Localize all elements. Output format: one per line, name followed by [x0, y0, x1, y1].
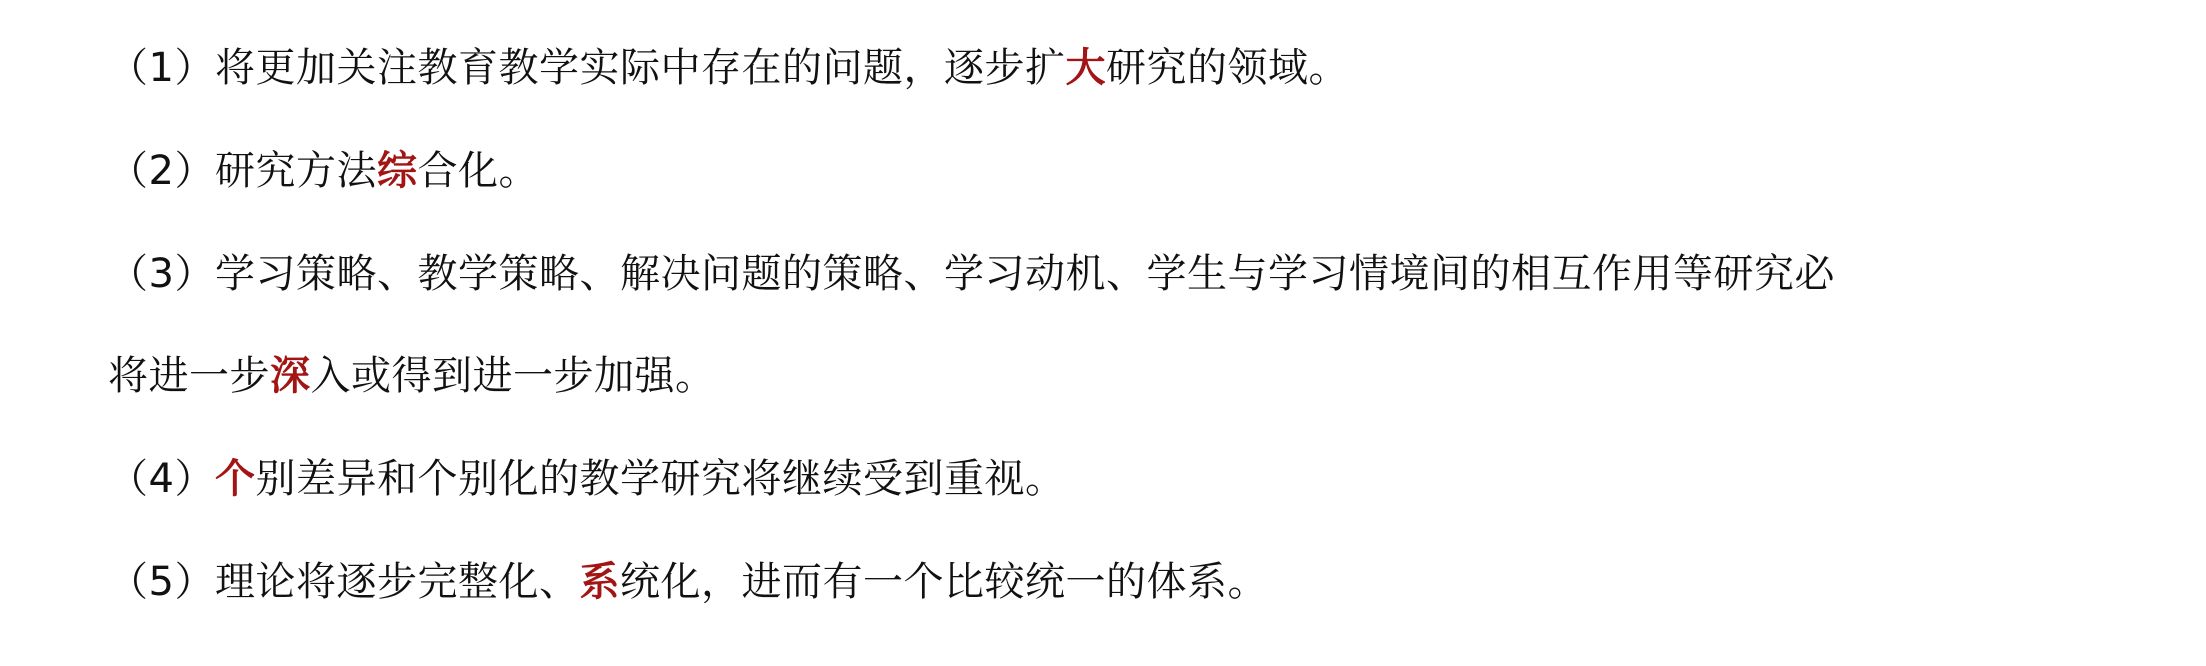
item-text: 学习策略、教学策略、解决问题的策略、学习动机、学生与学习情境间的相互作用等研究必: [214, 251, 1835, 297]
item-number: （4）: [108, 456, 215, 502]
item-number: （1）: [108, 45, 215, 91]
list-item-3: [108, 250, 1835, 298]
item-text: 理论将逐步完整化、: [214, 559, 580, 605]
item-text: 统化，进而有一个比较统一的体系。: [619, 559, 1268, 605]
list-item-5: [108, 558, 1268, 606]
list-item-2: [108, 147, 539, 195]
item-text: 将进一步: [108, 353, 270, 399]
list-item-4: [108, 455, 1065, 503]
item-text: 研究方法: [214, 148, 377, 194]
item-number: （3）: [108, 251, 215, 297]
highlighted-char: 深: [270, 353, 311, 399]
list-item-1: [108, 44, 1349, 92]
highlighted-char: 个: [214, 456, 256, 502]
highlighted-char: 综: [376, 148, 418, 194]
item-number: （5）: [108, 559, 215, 605]
item-text: 合化。: [417, 148, 539, 194]
list-item-3-continuation: [108, 352, 716, 400]
item-text: 将更加关注教育教学实际中存在的问题，逐步扩: [214, 45, 1066, 91]
highlighted-char: 大: [1065, 45, 1106, 91]
highlighted-char: 系: [579, 559, 620, 605]
item-text: 研究的领域。: [1105, 45, 1349, 91]
item-text: 别差异和个别化的教学研究将继续受到重视。: [255, 456, 1066, 502]
item-text: 入或得到进一步加强。: [310, 353, 716, 399]
item-number: （2）: [108, 148, 215, 194]
